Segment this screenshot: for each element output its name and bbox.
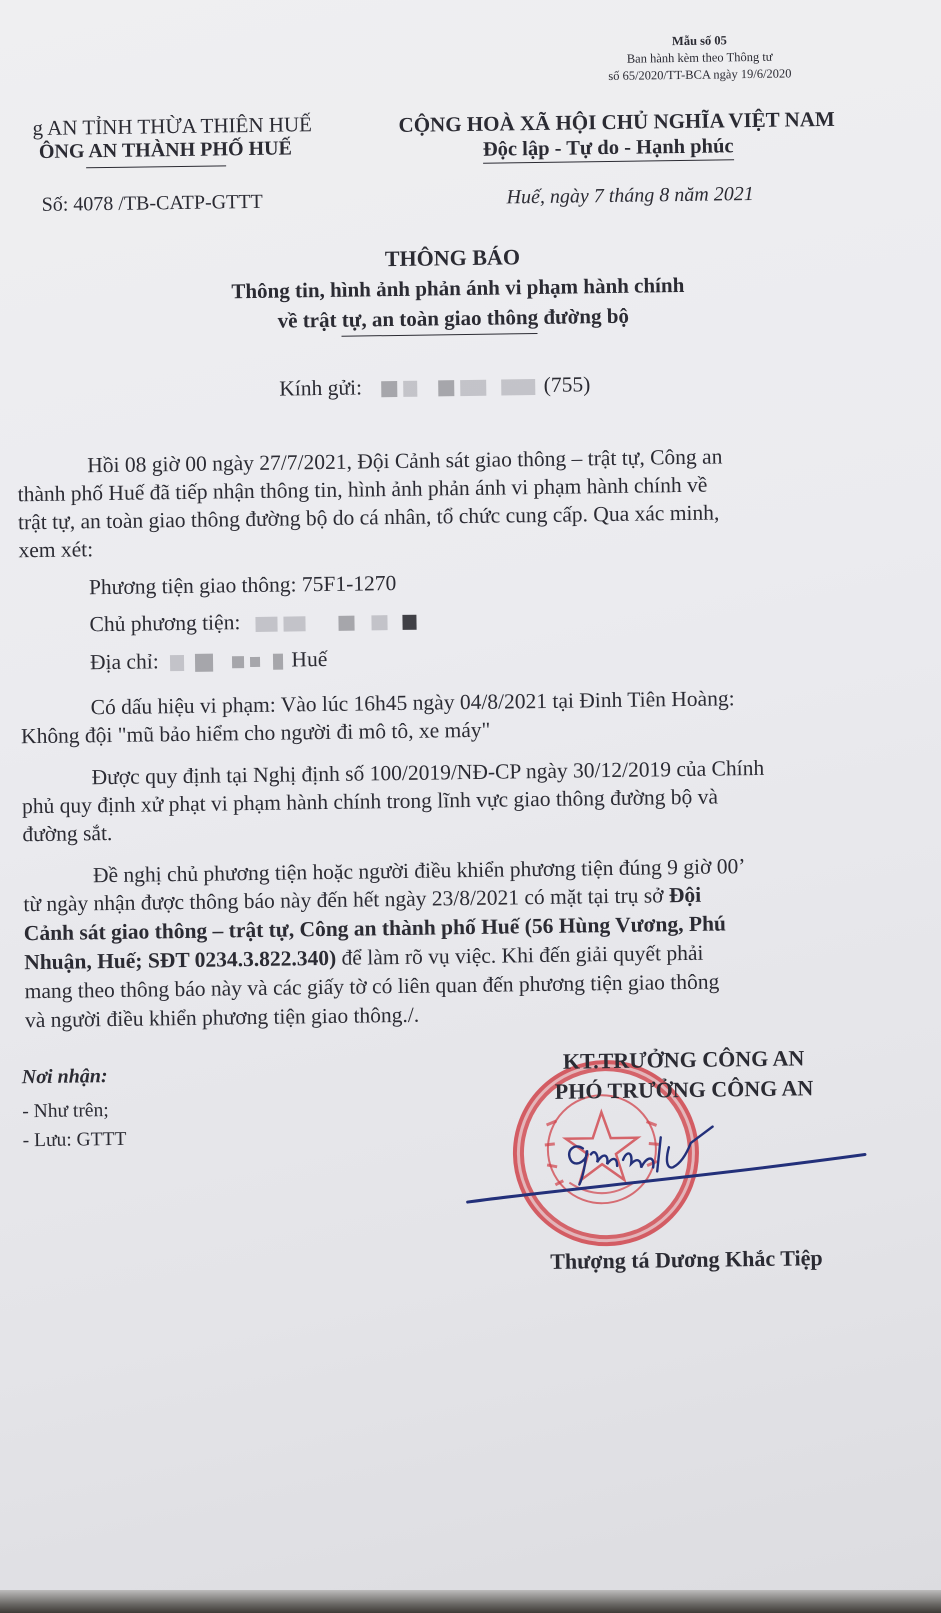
intro-line-1: Hồi 08 giờ 00 ngày 27/7/2021, Đội Cảnh sát giao thông – trật tự, Công an — [87, 444, 723, 478]
vehicle-line: Phương tiện giao thông: 75F1-1270 — [88, 571, 397, 600]
recipients-item-2: - Lưu: GTTT — [22, 1128, 127, 1152]
document-number: Số: 4078 /TB-CATP-GTTT — [41, 190, 263, 216]
address-city: Huế — [291, 646, 328, 672]
owner-line — [89, 606, 420, 639]
redacted-recipient-5 — [501, 379, 535, 395]
title-underline — [342, 333, 538, 337]
notice-title: THÔNG BÁO — [384, 244, 521, 272]
form-number: Mẫu số 05 — [671, 33, 727, 49]
notice-subtitle-2: về trật tự, an toàn giao thông đường bộ — [277, 303, 630, 333]
place-date: Huế, ngày 7 tháng 8 năm 2021 — [506, 182, 754, 209]
request-line-2-text: từ ngày nhận được thông báo này đến hết ngày 23/8/2021 có mặt tại trụ sở — [23, 883, 670, 917]
redacted-recipient — [381, 381, 397, 397]
intro-line-3: trật tự, an toàn giao thông đường bộ do cá nhân, tổ chức cung cấp. Qua xác minh, — [17, 500, 720, 535]
agency-line2: ÔNG AN THÀNH PHỐ HUẾ — [38, 137, 293, 163]
decree-line-1: Được quy định tại Nghị định số 100/2019/NĐ-CP ngày 30/12/2019 của Chính — [91, 755, 765, 790]
agency-underline — [86, 165, 226, 168]
request-line-5: mang theo thông báo này và các giấy tờ có liên quan đến phương tiện giao thông — [24, 969, 720, 1004]
address-line — [90, 645, 328, 676]
notice-subtitle-1: Thông tin, hình ảnh phản ánh vi phạm hành chính — [231, 272, 685, 304]
signature-line-1: KT.TRƯỞNG CÔNG AN — [562, 1045, 805, 1074]
redacted-owner-5 — [403, 614, 417, 629]
page-bottom-edge — [0, 1590, 941, 1613]
request-line-4-text: để làm rõ vụ việc. Khi đến giải quyết phải — [336, 940, 704, 970]
redacted-recipient-4 — [460, 380, 486, 396]
handwritten-signature — [464, 1104, 886, 1230]
request-line-1: Đề nghị chủ phương tiện hoặc người điều khiển phương tiện đúng 9 giờ 00’ — [92, 854, 746, 888]
redacted-recipient-2 — [403, 381, 417, 397]
redacted-owner-1 — [256, 616, 278, 631]
signature-line-2: PHÓ TRƯỞNG CÔNG AN — [554, 1075, 814, 1104]
agency-line1: g AN TỈNH THỪA THIÊN HUẾ — [32, 112, 313, 141]
violation-line-1: Có dấu hiệu vi phạm: Vào lúc 16h45 ngày 04/8/2021 tại Đinh Tiên Hoàng: — [90, 686, 735, 720]
decree-line-3: đường sắt. — [22, 820, 113, 847]
decree-line-2: phủ quy định xử phạt vi phạm hành chính trong lĩnh vực giao thông đường bộ và — [21, 784, 719, 819]
owner-label: Chủ phương tiện: — [89, 610, 241, 637]
nation-motto: Độc lập - Tự do - Hạnh phúc — [483, 135, 734, 163]
address-label: Địa chỉ: — [89, 649, 159, 675]
request-line-4-bold: Nhuận, Huế; SĐT 0234.3.822.340) — [24, 945, 337, 975]
redacted-recipient-3 — [438, 380, 454, 396]
signatory-name: Thượng tá Dương Khắc Tiệp — [550, 1245, 823, 1274]
form-issued-with: Ban hành kèm theo Thông tư — [626, 49, 773, 66]
violation-line-2: Không đội "mũ bảo hiểm cho người đi mô tô, xe máy" — [20, 717, 491, 749]
form-circular: số 65/2020/TT-BCA ngày 19/6/2020 — [608, 66, 792, 83]
redacted-owner-3 — [339, 615, 355, 630]
request-line-3: Cảnh sát giao thông – trật tự, Công an thành phố Huế (56 Hùng Vương, Phú — [23, 911, 727, 946]
recipient-suffix: (755) — [543, 372, 591, 397]
request-line-2-bold: Đội — [668, 882, 702, 908]
recipient-line — [279, 370, 590, 402]
nation-title: CỘNG HOÀ XÃ HỘI CHỦ NGHĨA VIỆT NAM — [398, 106, 835, 137]
redacted-address-3 — [232, 656, 244, 668]
redacted-address-4 — [250, 657, 260, 667]
intro-line-2: thành phố Huế đã tiếp nhận thông tin, hình ảnh phản ánh vi phạm hành chính về — [17, 472, 708, 507]
recipients-item-1: - Như trên; — [22, 1100, 109, 1123]
redacted-address-5 — [273, 654, 283, 670]
intro-line-4: xem xét: — [18, 537, 94, 563]
recipient-label: Kính gửi: — [279, 375, 363, 401]
redacted-address-2 — [195, 654, 213, 672]
redacted-address-1 — [170, 655, 184, 671]
recipients-heading: Nơi nhận: — [21, 1065, 108, 1089]
redacted-owner-2 — [284, 616, 306, 631]
request-line-6: và người điều khiển phương tiện giao thông./. — [24, 1002, 420, 1033]
redacted-owner-4 — [372, 615, 388, 630]
